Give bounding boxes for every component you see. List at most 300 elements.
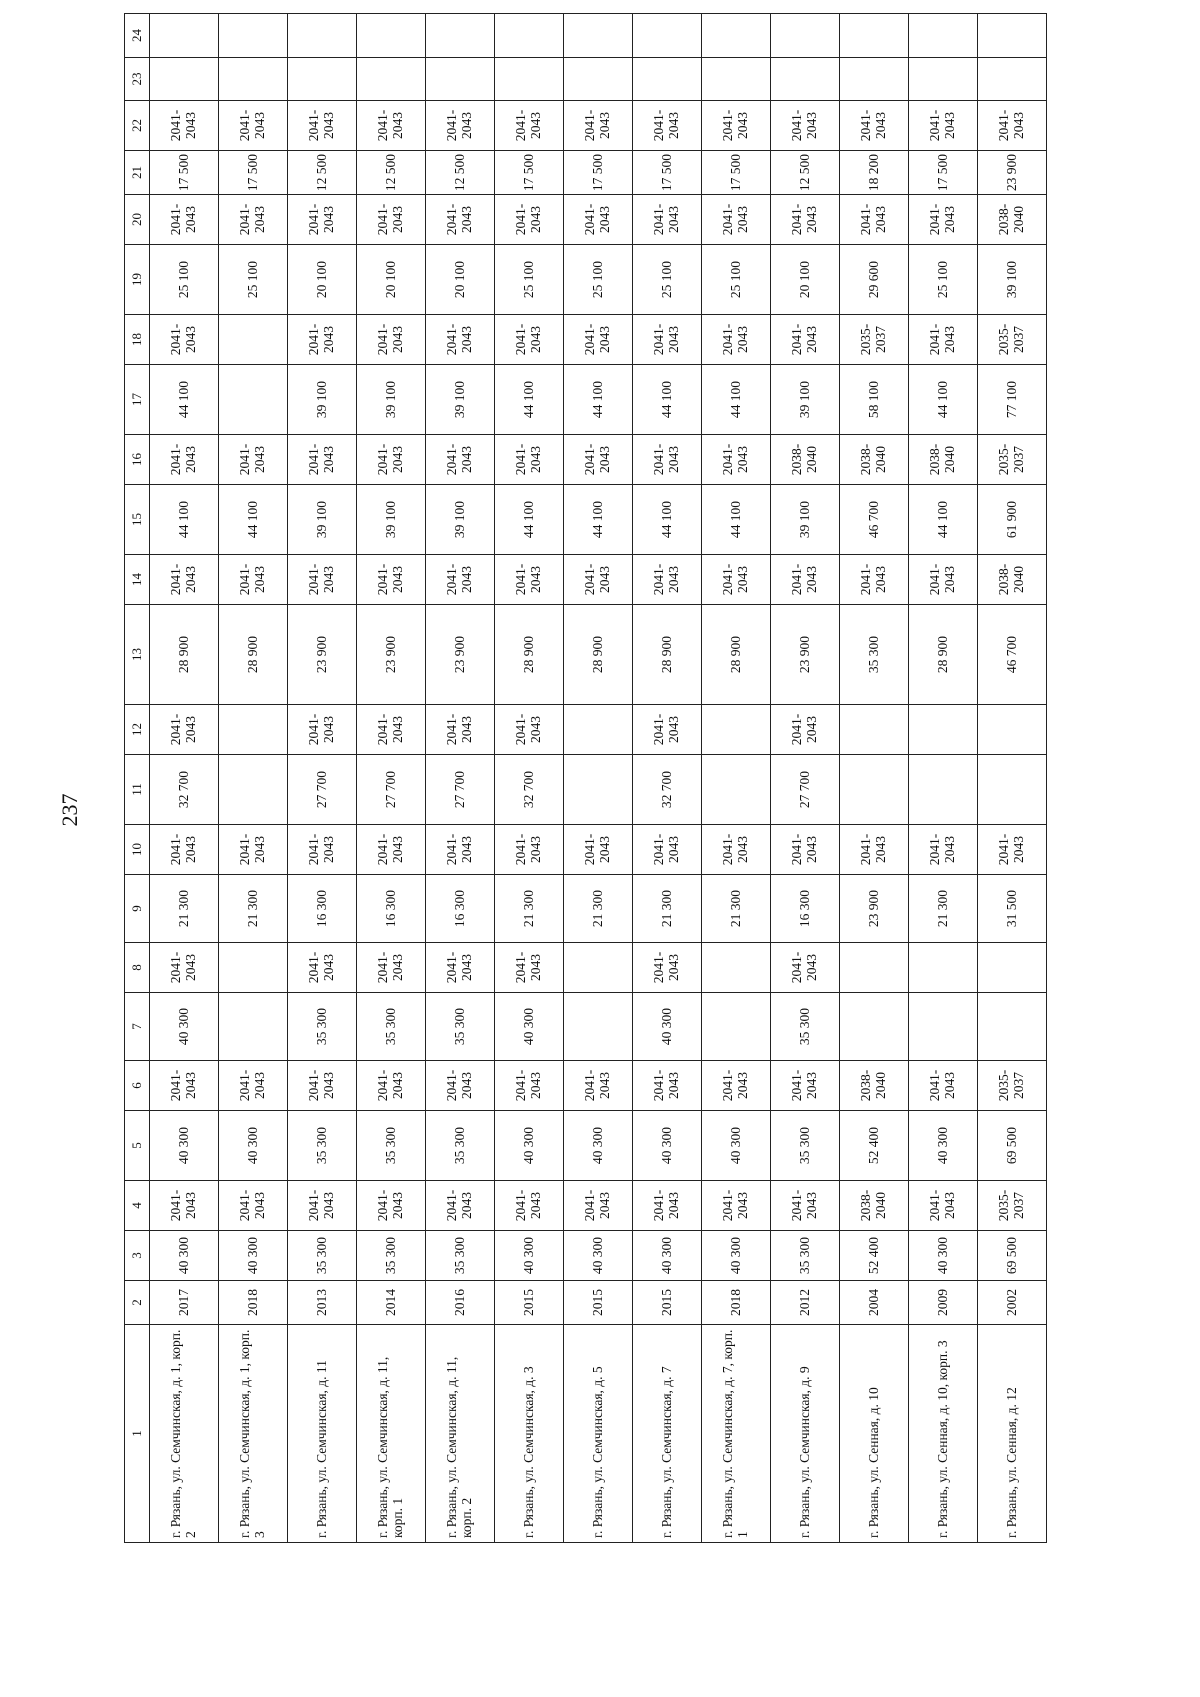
- table-cell: 2041-2043: [771, 315, 840, 365]
- table-cell: 58 100: [840, 365, 909, 435]
- table-cell: 52 400: [840, 1111, 909, 1181]
- table-cell: 39 100: [288, 485, 357, 555]
- table-cell: 12 500: [288, 151, 357, 195]
- table-cell: 35 300: [771, 1231, 840, 1281]
- table-cell: 2041-2043: [564, 1061, 633, 1111]
- table-cell: 2041-2043: [219, 825, 288, 875]
- table-cell: 23 900: [771, 605, 840, 705]
- table-cell: 40 300: [219, 1231, 288, 1281]
- table-cell: 17 500: [564, 151, 633, 195]
- column-number-header: 19: [125, 245, 150, 315]
- table-cell: 2041-2043: [702, 435, 771, 485]
- table-cell: [564, 993, 633, 1061]
- column-number-header: 17: [125, 365, 150, 435]
- table-cell: 2041-2043: [219, 555, 288, 605]
- table-cell: 2041-2043: [150, 195, 219, 245]
- table-cell: [840, 14, 909, 58]
- table-cell: 35 300: [426, 993, 495, 1061]
- table-cell: 27 700: [357, 755, 426, 825]
- table-cell: 2038-2040: [978, 195, 1047, 245]
- table-cell: 2041-2043: [150, 315, 219, 365]
- column-number-header: 20: [125, 195, 150, 245]
- table-cell: [978, 58, 1047, 101]
- address-cell: г. Рязань, ул. Семчинская, д. 11, корп. 1: [357, 1325, 426, 1543]
- address-cell: г. Рязань, ул. Семчинская, д. 1, корп. 2: [150, 1325, 219, 1543]
- table-cell: 44 100: [495, 365, 564, 435]
- column-number-header: 8: [125, 943, 150, 993]
- table-cell: [357, 58, 426, 101]
- table-row: [633, 14, 702, 1543]
- table-cell: 2041-2043: [288, 435, 357, 485]
- table-cell: 39 100: [288, 365, 357, 435]
- table-cell: 44 100: [909, 365, 978, 435]
- table-cell: 39 100: [426, 365, 495, 435]
- column-number-header: 12: [125, 705, 150, 755]
- table-cell: 40 300: [633, 993, 702, 1061]
- table-cell: 2041-2043: [702, 1061, 771, 1111]
- year-cell: 2015: [564, 1281, 633, 1325]
- table-cell: 44 100: [702, 365, 771, 435]
- table-cell: 2041-2043: [426, 195, 495, 245]
- column-number-header: 13: [125, 605, 150, 705]
- table-cell: 25 100: [633, 245, 702, 315]
- table-cell: [840, 755, 909, 825]
- table-cell: 35 300: [771, 993, 840, 1061]
- table-cell: 2041-2043: [564, 825, 633, 875]
- table-cell: [219, 14, 288, 58]
- table-cell: 2041-2043: [426, 315, 495, 365]
- column-number-header: 15: [125, 485, 150, 555]
- table-cell: 44 100: [633, 485, 702, 555]
- address-cell: г. Рязань, ул. Сенная, д. 10: [840, 1325, 909, 1543]
- table-cell: 40 300: [564, 1111, 633, 1181]
- table-cell: 2041-2043: [288, 101, 357, 151]
- table-cell: 32 700: [495, 755, 564, 825]
- table-cell: 35 300: [426, 1111, 495, 1181]
- table-cell: 2041-2043: [357, 101, 426, 151]
- table-cell: 17 500: [702, 151, 771, 195]
- page-number: 237: [57, 793, 82, 827]
- table-cell: 2041-2043: [564, 435, 633, 485]
- table-cell: 28 900: [219, 605, 288, 705]
- column-number-header: 16: [125, 435, 150, 485]
- table-cell: 2041-2043: [219, 435, 288, 485]
- year-cell: 2017: [150, 1281, 219, 1325]
- table-cell: 2041-2043: [633, 555, 702, 605]
- table-cell: 21 300: [150, 875, 219, 943]
- table-cell: 2041-2043: [426, 705, 495, 755]
- table-cell: 2041-2043: [840, 825, 909, 875]
- table-cell: [564, 943, 633, 993]
- table-cell: 17 500: [633, 151, 702, 195]
- table-cell: 20 100: [771, 245, 840, 315]
- table-cell: [219, 365, 288, 435]
- column-number-header: 24: [125, 14, 150, 58]
- table-cell: 40 300: [909, 1111, 978, 1181]
- table-cell: 23 900: [426, 605, 495, 705]
- address-cell: г. Рязань, ул. Семчинская, д. 11: [288, 1325, 357, 1543]
- table-cell: 2041-2043: [357, 1181, 426, 1231]
- table-cell: 2041-2043: [909, 101, 978, 151]
- table-cell: 27 700: [771, 755, 840, 825]
- table-cell: 2041-2043: [633, 101, 702, 151]
- table-row: [702, 14, 771, 1543]
- table-cell: [702, 943, 771, 993]
- table-cell: 2041-2043: [702, 315, 771, 365]
- table-cell: 35 300: [771, 1111, 840, 1181]
- table-cell: 25 100: [702, 245, 771, 315]
- table-cell: 2038-2040: [909, 435, 978, 485]
- table-cell: 2041-2043: [771, 705, 840, 755]
- table-row: [840, 14, 909, 1543]
- table-cell: 27 700: [288, 755, 357, 825]
- table-cell: 2041-2043: [288, 825, 357, 875]
- table-cell: 2035-2037: [978, 1181, 1047, 1231]
- table-cell: 2041-2043: [357, 435, 426, 485]
- table-row: [357, 14, 426, 1543]
- table-cell: 2041-2043: [495, 943, 564, 993]
- table-cell: 39 100: [978, 245, 1047, 315]
- column-number-header: 1: [125, 1325, 150, 1543]
- table-cell: 20 100: [426, 245, 495, 315]
- table-cell: 2041-2043: [495, 1181, 564, 1231]
- table-cell: 2041-2043: [564, 1181, 633, 1231]
- table-cell: 35 300: [357, 1231, 426, 1281]
- table-cell: 2041-2043: [150, 1061, 219, 1111]
- table-cell: 2035-2037: [978, 435, 1047, 485]
- table-cell: 40 300: [564, 1231, 633, 1281]
- table-cell: 2041-2043: [909, 555, 978, 605]
- table-cell: 44 100: [702, 485, 771, 555]
- table-cell: 40 300: [909, 1231, 978, 1281]
- table-cell: [909, 755, 978, 825]
- table-cell: 2041-2043: [909, 1061, 978, 1111]
- table-cell: 2041-2043: [219, 1181, 288, 1231]
- table-cell: 2041-2043: [840, 195, 909, 245]
- table-cell: 2041-2043: [426, 943, 495, 993]
- table-cell: 2041-2043: [840, 101, 909, 151]
- column-number-header: 7: [125, 993, 150, 1061]
- table-cell: [702, 58, 771, 101]
- year-cell: 2015: [633, 1281, 702, 1325]
- table-cell: 28 900: [909, 605, 978, 705]
- year-cell: 2015: [495, 1281, 564, 1325]
- table-cell: [909, 14, 978, 58]
- table-cell: 44 100: [219, 485, 288, 555]
- table-cell: [564, 705, 633, 755]
- column-number-header: 10: [125, 825, 150, 875]
- table-cell: 23 900: [288, 605, 357, 705]
- table-cell: 35 300: [357, 1111, 426, 1181]
- table-cell: 2041-2043: [288, 705, 357, 755]
- table-cell: 23 900: [978, 151, 1047, 195]
- table-cell: 2041-2043: [633, 705, 702, 755]
- table-cell: 2041-2043: [426, 1061, 495, 1111]
- table-cell: [702, 14, 771, 58]
- table-cell: [564, 755, 633, 825]
- table-cell: 40 300: [495, 1231, 564, 1281]
- table-cell: [219, 755, 288, 825]
- table-cell: 29 600: [840, 245, 909, 315]
- table-cell: 39 100: [357, 365, 426, 435]
- table-cell: 2041-2043: [426, 555, 495, 605]
- table-cell: 28 900: [564, 605, 633, 705]
- table-cell: 40 300: [150, 993, 219, 1061]
- table-cell: 2041-2043: [909, 315, 978, 365]
- table-cell: 35 300: [840, 605, 909, 705]
- table-cell: 2035-2037: [840, 315, 909, 365]
- table-cell: 35 300: [357, 993, 426, 1061]
- table-cell: 40 300: [702, 1111, 771, 1181]
- table-cell: 35 300: [426, 1231, 495, 1281]
- table-cell: [633, 14, 702, 58]
- table-cell: 32 700: [150, 755, 219, 825]
- table-cell: 35 300: [288, 993, 357, 1061]
- table-cell: 2041-2043: [702, 555, 771, 605]
- table-cell: [771, 14, 840, 58]
- table-cell: 39 100: [426, 485, 495, 555]
- table-row: [426, 14, 495, 1543]
- table-cell: 69 500: [978, 1231, 1047, 1281]
- table-cell: 2041-2043: [150, 705, 219, 755]
- table-cell: 2041-2043: [702, 101, 771, 151]
- table-cell: 39 100: [771, 485, 840, 555]
- table-cell: [288, 58, 357, 101]
- table-row: [150, 14, 219, 1543]
- table-cell: [426, 58, 495, 101]
- table-cell: [840, 993, 909, 1061]
- table-cell: 2035-2037: [978, 315, 1047, 365]
- table-cell: 21 300: [219, 875, 288, 943]
- table-cell: [219, 58, 288, 101]
- address-cell: г. Рязань, ул. Семчинская, д. 11, корп. 2: [426, 1325, 495, 1543]
- table-cell: 44 100: [564, 365, 633, 435]
- column-number-header: 6: [125, 1061, 150, 1111]
- table-cell: 2038-2040: [840, 1061, 909, 1111]
- table-cell: [840, 705, 909, 755]
- column-number-header: 5: [125, 1111, 150, 1181]
- table-cell: 2041-2043: [633, 825, 702, 875]
- table-cell: 2041-2043: [633, 195, 702, 245]
- column-number-header: 4: [125, 1181, 150, 1231]
- table-cell: [771, 58, 840, 101]
- table-cell: 2041-2043: [771, 943, 840, 993]
- table-cell: 2041-2043: [978, 825, 1047, 875]
- table-cell: 2038-2040: [840, 435, 909, 485]
- table-cell: [909, 943, 978, 993]
- table-cell: 21 300: [495, 875, 564, 943]
- table-cell: [219, 705, 288, 755]
- table-cell: 21 300: [564, 875, 633, 943]
- table-cell: 2041-2043: [495, 195, 564, 245]
- table-cell: 40 300: [702, 1231, 771, 1281]
- table-cell: 2041-2043: [495, 101, 564, 151]
- table-cell: 2041-2043: [633, 435, 702, 485]
- table-cell: 28 900: [702, 605, 771, 705]
- table-cell: 40 300: [495, 993, 564, 1061]
- table-cell: 77 100: [978, 365, 1047, 435]
- table-cell: 2041-2043: [633, 1181, 702, 1231]
- table-cell: 2038-2040: [978, 555, 1047, 605]
- address-cell: г. Рязань, ул. Семчинская, д. 3: [495, 1325, 564, 1543]
- column-number-header: 11: [125, 755, 150, 825]
- table-cell: 40 300: [633, 1231, 702, 1281]
- year-cell: 2012: [771, 1281, 840, 1325]
- table-cell: 2041-2043: [909, 1181, 978, 1231]
- table-cell: 25 100: [564, 245, 633, 315]
- table-cell: [702, 993, 771, 1061]
- table-cell: 31 500: [978, 875, 1047, 943]
- table-cell: 44 100: [909, 485, 978, 555]
- table-cell: 2041-2043: [771, 555, 840, 605]
- table-cell: 39 100: [357, 485, 426, 555]
- table-cell: 2041-2043: [288, 1181, 357, 1231]
- address-cell: г. Рязань, ул. Семчинская, д. 1, корп. 3: [219, 1325, 288, 1543]
- address-cell: г. Рязань, ул. Сенная, д. 12: [978, 1325, 1047, 1543]
- table-cell: [564, 14, 633, 58]
- table-cell: [426, 14, 495, 58]
- year-cell: 2018: [219, 1281, 288, 1325]
- table-cell: 17 500: [219, 151, 288, 195]
- table-cell: 21 300: [633, 875, 702, 943]
- table-cell: [564, 58, 633, 101]
- table-cell: [495, 14, 564, 58]
- table-cell: 2041-2043: [771, 195, 840, 245]
- table-cell: 39 100: [771, 365, 840, 435]
- table-cell: 52 400: [840, 1231, 909, 1281]
- year-cell: 2016: [426, 1281, 495, 1325]
- table-cell: [288, 14, 357, 58]
- table-body: [125, 14, 1047, 1543]
- table-cell: 35 300: [288, 1111, 357, 1181]
- table-cell: 2041-2043: [495, 705, 564, 755]
- table-header-row: [125, 14, 150, 1543]
- table-row: [564, 14, 633, 1543]
- table-cell: 2041-2043: [219, 195, 288, 245]
- address-cell: г. Рязань, ул. Семчинская, д. 7, корп. 1: [702, 1325, 771, 1543]
- table-cell: 2041-2043: [150, 825, 219, 875]
- table-cell: 2038-2040: [840, 1181, 909, 1231]
- table-cell: [909, 705, 978, 755]
- table-cell: 40 300: [495, 1111, 564, 1181]
- table-cell: 2041-2043: [909, 195, 978, 245]
- table-cell: 35 300: [288, 1231, 357, 1281]
- table-cell: 2041-2043: [357, 195, 426, 245]
- column-number-header: 18: [125, 315, 150, 365]
- table-cell: 25 100: [219, 245, 288, 315]
- table-cell: 2041-2043: [564, 555, 633, 605]
- table-cell: 21 300: [702, 875, 771, 943]
- table-cell: [219, 315, 288, 365]
- table-cell: 17 500: [909, 151, 978, 195]
- table-cell: [978, 14, 1047, 58]
- table-cell: 2041-2043: [495, 435, 564, 485]
- address-cell: г. Рязань, ул. Семчинская, д. 9: [771, 1325, 840, 1543]
- address-cell: г. Рязань, ул. Семчинская, д. 5: [564, 1325, 633, 1543]
- table-cell: 2041-2043: [495, 315, 564, 365]
- table-cell: 16 300: [357, 875, 426, 943]
- table-cell: [702, 755, 771, 825]
- table-cell: 69 500: [978, 1111, 1047, 1181]
- column-number-header: 23: [125, 58, 150, 101]
- table-cell: 46 700: [840, 485, 909, 555]
- table-cell: 46 700: [978, 605, 1047, 705]
- data-table: [124, 13, 1047, 1543]
- column-number-header: 14: [125, 555, 150, 605]
- table-cell: 2041-2043: [978, 101, 1047, 151]
- year-cell: 2002: [978, 1281, 1047, 1325]
- table-cell: 2041-2043: [771, 1181, 840, 1231]
- table-cell: 23 900: [357, 605, 426, 705]
- table-cell: [909, 58, 978, 101]
- table-cell: 2041-2043: [840, 555, 909, 605]
- table-cell: 2041-2043: [426, 1181, 495, 1231]
- year-cell: 2013: [288, 1281, 357, 1325]
- table-cell: 2041-2043: [150, 101, 219, 151]
- table-cell: 2041-2043: [219, 101, 288, 151]
- table-cell: [357, 14, 426, 58]
- table-cell: 2041-2043: [495, 555, 564, 605]
- table-cell: 2041-2043: [288, 315, 357, 365]
- table-cell: 2041-2043: [357, 1061, 426, 1111]
- table-cell: 40 300: [150, 1111, 219, 1181]
- table-cell: 16 300: [771, 875, 840, 943]
- table-cell: 2041-2043: [219, 1061, 288, 1111]
- table-cell: 25 100: [150, 245, 219, 315]
- table-cell: 2041-2043: [702, 1181, 771, 1231]
- table-cell: 23 900: [840, 875, 909, 943]
- table-cell: 21 300: [909, 875, 978, 943]
- table-cell: 2041-2043: [702, 825, 771, 875]
- table-row: [288, 14, 357, 1543]
- table-cell: 44 100: [633, 365, 702, 435]
- column-number-header: 3: [125, 1231, 150, 1281]
- table-cell: [633, 58, 702, 101]
- table-cell: 2041-2043: [771, 1061, 840, 1111]
- year-cell: 2018: [702, 1281, 771, 1325]
- table-cell: [840, 943, 909, 993]
- column-number-header: 21: [125, 151, 150, 195]
- table-cell: 2041-2043: [771, 825, 840, 875]
- table-cell: 2038-2040: [771, 435, 840, 485]
- table-cell: [495, 58, 564, 101]
- table-row: [909, 14, 978, 1543]
- table-cell: 2041-2043: [633, 315, 702, 365]
- table-cell: 2041-2043: [288, 555, 357, 605]
- table-cell: 2041-2043: [426, 101, 495, 151]
- table-cell: 40 300: [150, 1231, 219, 1281]
- column-number-header: 22: [125, 101, 150, 151]
- table-cell: 61 900: [978, 485, 1047, 555]
- table-cell: 2041-2043: [633, 943, 702, 993]
- table-cell: 28 900: [633, 605, 702, 705]
- table-cell: 2041-2043: [495, 825, 564, 875]
- table-cell: 2041-2043: [288, 1061, 357, 1111]
- rotated-table-container: [124, 29, 1047, 1543]
- table-cell: 2041-2043: [288, 195, 357, 245]
- table-cell: 2041-2043: [150, 435, 219, 485]
- table-cell: [978, 755, 1047, 825]
- table-cell: [219, 993, 288, 1061]
- table-cell: 2041-2043: [288, 943, 357, 993]
- table-cell: 2041-2043: [357, 943, 426, 993]
- table-cell: 2041-2043: [357, 315, 426, 365]
- table-cell: 44 100: [150, 365, 219, 435]
- table-cell: 2041-2043: [771, 101, 840, 151]
- table-cell: 2041-2043: [495, 1061, 564, 1111]
- table-cell: 12 500: [426, 151, 495, 195]
- table-cell: 12 500: [357, 151, 426, 195]
